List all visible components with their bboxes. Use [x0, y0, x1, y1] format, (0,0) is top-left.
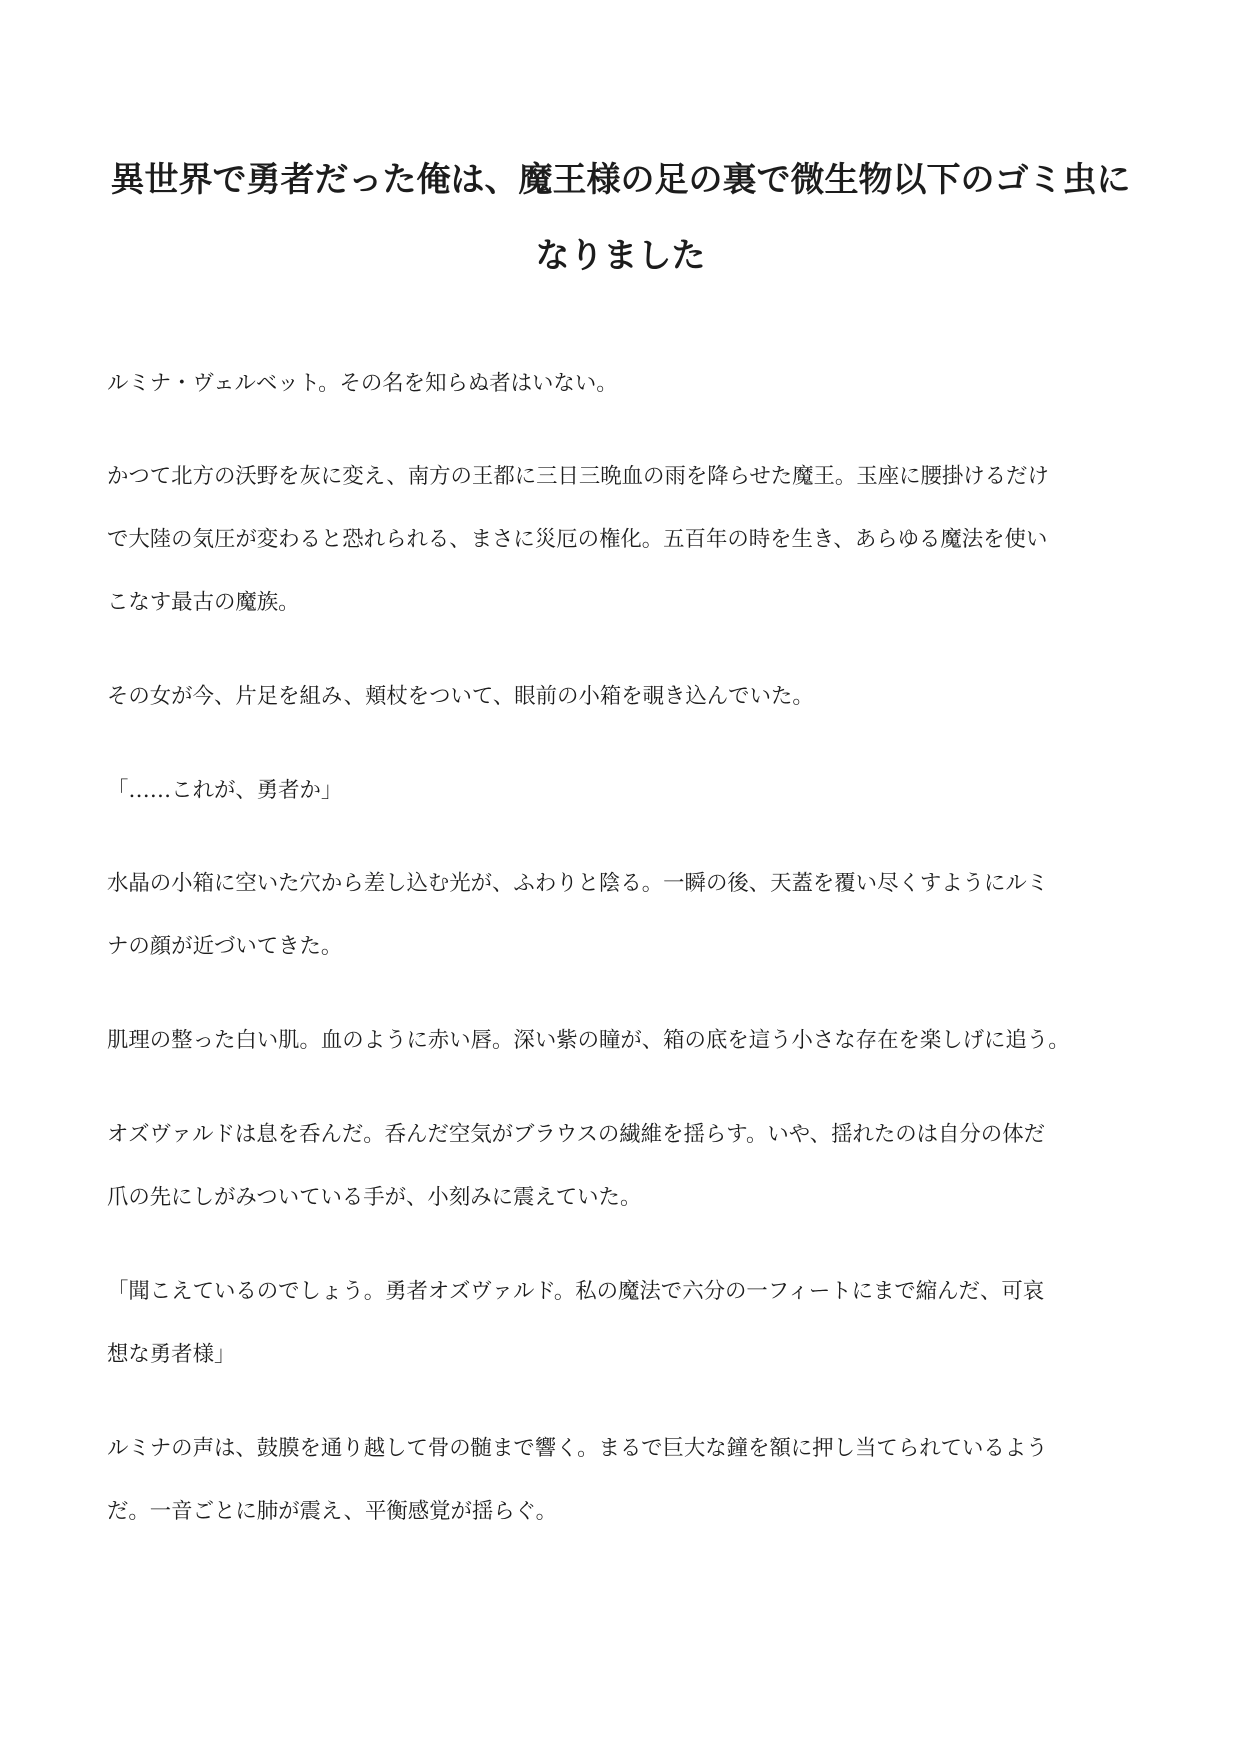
- body-line: ルミナの声は、鼓膜を通り越して骨の髄まで響く。まるで巨大な鐘を額に押し当てられているよう: [107, 1436, 1048, 1461]
- body-line: 爪の先にしがみついている手が、小刻みに震えていた。: [107, 1185, 642, 1210]
- body-line: 水晶の小箱に空いた穴から差し込む光が、ふわりと陰る。一瞬の後、天蓋を覆い尽くすようにルミ: [107, 871, 1049, 896]
- body-line: オズヴァルドは息を呑んだ。呑んだ空気がブラウスの繊維を揺らす。いや、揺れたのは自分の体だ: [107, 1122, 1045, 1147]
- body-line: ナの顔が近づいてきた。: [107, 934, 343, 959]
- body-line: 想な勇者様」: [107, 1342, 236, 1367]
- title-line-2: なりました: [535, 236, 706, 276]
- body-line: 肌理の整った白い肌。血のように赤い唇。深い紫の瞳が、箱の底を這う小さな存在を楽しげに追う。: [107, 1028, 1070, 1053]
- body-line: 「……これが、勇者か」: [107, 778, 343, 803]
- body-line: かつて北方の沃野を灰に変え、南方の王都に三日三晩血の雨を降らせた魔王。玉座に腰掛けるだけ: [107, 464, 1049, 489]
- body-line: その女が今、片足を組み、頬杖をついて、眼前の小箱を覗き込んでいた。: [107, 684, 814, 709]
- body-line: こなす最古の魔族。: [107, 590, 300, 615]
- body-line: ルミナ・ヴェルベット。その名を知らぬ者はいない。: [107, 371, 618, 396]
- title-line-1: 異世界で勇者だった俺は、魔王様の足の裏で微生物以下のゴミ虫に: [110, 160, 1131, 200]
- body-line: だ。一音ごとに肺が震え、平衡感覚が揺らぐ。: [107, 1499, 558, 1524]
- body-line: で大陸の気圧が変わると恐れられる、まさに災厄の権化。五百年の時を生き、あらゆる魔法を使い: [107, 527, 1048, 552]
- body-line: 「聞こえているのでしょう。勇者オズヴァルド。私の魔法で六分の一フィートにまで縮んだ、可哀: [107, 1279, 1045, 1304]
